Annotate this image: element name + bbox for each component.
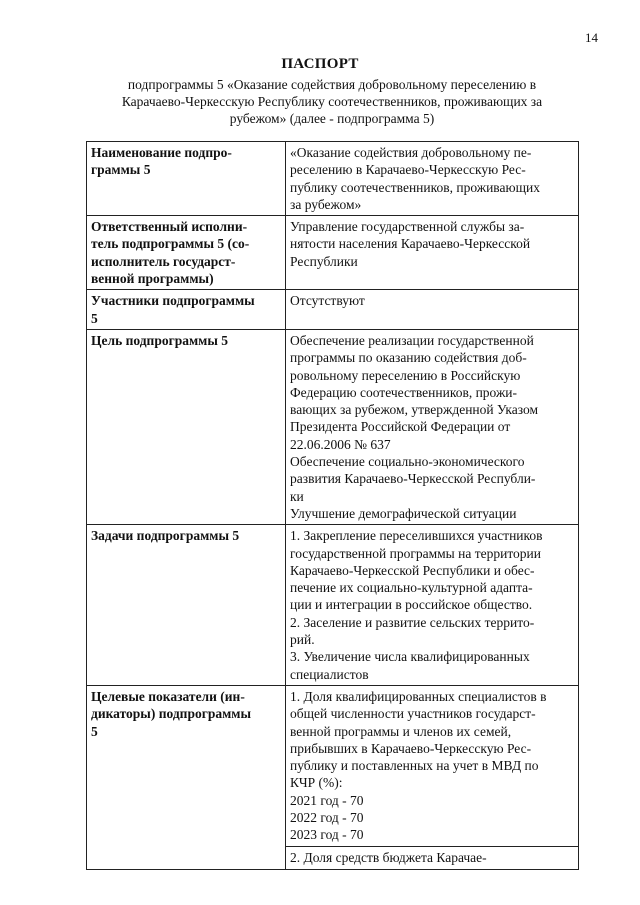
value-line: ки xyxy=(290,488,304,504)
label-line: Целевые показатели (ин- xyxy=(91,688,245,704)
label-line: Задачи подпрограммы 5 xyxy=(91,528,240,544)
value-line: 1. Закрепление переселившихся участников xyxy=(290,528,543,544)
value-line: 2022 год - 70 xyxy=(290,809,364,825)
value-line: нятости населения Карачаево-Черкесской xyxy=(290,236,531,252)
value-line: Федерацию соотечественников, прожи- xyxy=(290,384,518,400)
row-label xyxy=(87,216,286,290)
value-line: за рубежом» xyxy=(290,196,362,212)
document-subtitle xyxy=(82,76,582,127)
passport-table xyxy=(86,141,579,870)
row-label xyxy=(87,142,286,216)
label-line: исполнитель государст- xyxy=(91,253,236,269)
row-label xyxy=(87,329,286,524)
value-line: 1. Доля квалифицированных специалистов в xyxy=(290,688,547,704)
value-line: публику и поставленных на учет в МВД по xyxy=(290,758,539,774)
table-row xyxy=(87,142,579,216)
table-row xyxy=(87,525,579,686)
value-line: 2021 год - 70 xyxy=(290,792,364,808)
value-line: публику соотечественников, проживающих xyxy=(290,179,540,195)
value-line: 2. Доля средств бюджета Карачае- xyxy=(290,849,487,865)
label-line: Цель подпрограммы 5 xyxy=(91,332,229,348)
row-value xyxy=(286,329,579,524)
row-label xyxy=(87,290,286,330)
document-title: ПАСПОРТ xyxy=(281,56,359,72)
value-line: Отсутствуют xyxy=(290,293,365,309)
value-line: Обеспечение социально-экономического xyxy=(290,454,525,470)
value-line: КЧР (%): xyxy=(290,775,343,791)
value-line: 2023 год - 70 xyxy=(290,827,364,843)
value-line: программы по оказанию содействия доб- xyxy=(290,350,527,366)
row-value xyxy=(286,525,579,686)
row-value xyxy=(286,290,579,330)
value-line: ровольному переселению в Российскую xyxy=(290,367,521,383)
row-value xyxy=(286,216,579,290)
value-line: «Оказание содействия добровольному пе- xyxy=(290,145,532,160)
value-line: развития Карачаево-Черкесской Республи- xyxy=(290,471,536,487)
label-line: 5 xyxy=(91,723,98,739)
row-label xyxy=(87,525,286,686)
label-line: граммы 5 xyxy=(91,162,151,178)
table-row xyxy=(87,290,579,330)
label-line: дикаторы) подпрограммы xyxy=(91,706,252,722)
table-row xyxy=(87,216,579,290)
value-line: прибывших в Карачаево-Черкесскую Рес- xyxy=(290,740,532,756)
value-line: 3. Увеличение числа квалифицированных xyxy=(290,649,530,665)
value-line: рий. xyxy=(290,632,315,648)
subtitle-line: подпрограммы 5 «Оказание содействия добровольному переселению в xyxy=(127,77,537,92)
label-line: Ответственный исполни- xyxy=(91,219,248,235)
value-line: специалистов xyxy=(290,666,369,682)
label-line: Участники подпрограммы xyxy=(91,293,255,309)
value-line: реселению в Карачаево-Черкесскую Рес- xyxy=(290,162,526,178)
label-line: Наименование подпро- xyxy=(91,145,232,160)
value-line: государственной программы на территории xyxy=(290,545,542,561)
row-value xyxy=(286,685,579,846)
page-number: 14 xyxy=(585,30,598,45)
value-line: Обеспечение реализации государственной xyxy=(290,332,534,348)
value-line: ции и интеграции в российское общество. xyxy=(290,597,533,613)
value-line: 22.06.2006 № 637 xyxy=(290,436,391,452)
row-value xyxy=(286,142,579,216)
value-line: Улучшение демографической ситуации xyxy=(290,505,517,521)
value-line: общей численности участников государст- xyxy=(290,706,536,722)
value-line: венной программы и членов их семей, xyxy=(290,723,512,739)
value-line: Управление государственной службы за- xyxy=(290,219,525,235)
value-line: Президента Российской Федерации от xyxy=(290,419,511,435)
row-label xyxy=(87,685,286,869)
label-line: венной программы) xyxy=(91,271,214,287)
label-line: 5 xyxy=(91,310,98,326)
value-line: печение их социально-культурной адапта- xyxy=(290,580,533,596)
row-value xyxy=(286,846,579,869)
subtitle-line: рубежом» (далее - подпрограмма 5) xyxy=(229,111,435,126)
table-row xyxy=(87,685,579,846)
value-line: 2. Заселение и развитие сельских террито- xyxy=(290,614,535,630)
table-row xyxy=(87,329,579,524)
label-line: тель подпрограммы 5 (со- xyxy=(91,236,250,252)
value-line: Республики xyxy=(290,253,358,269)
cut-off-text xyxy=(290,849,575,867)
value-line: вающих за рубежом, утвержденной Указом xyxy=(290,402,539,418)
value-line: Карачаево-Черкесской Республики и обес- xyxy=(290,562,535,578)
subtitle-line: Карачаево-Черкесскую Республику соотечественников, проживающих за xyxy=(121,94,543,109)
